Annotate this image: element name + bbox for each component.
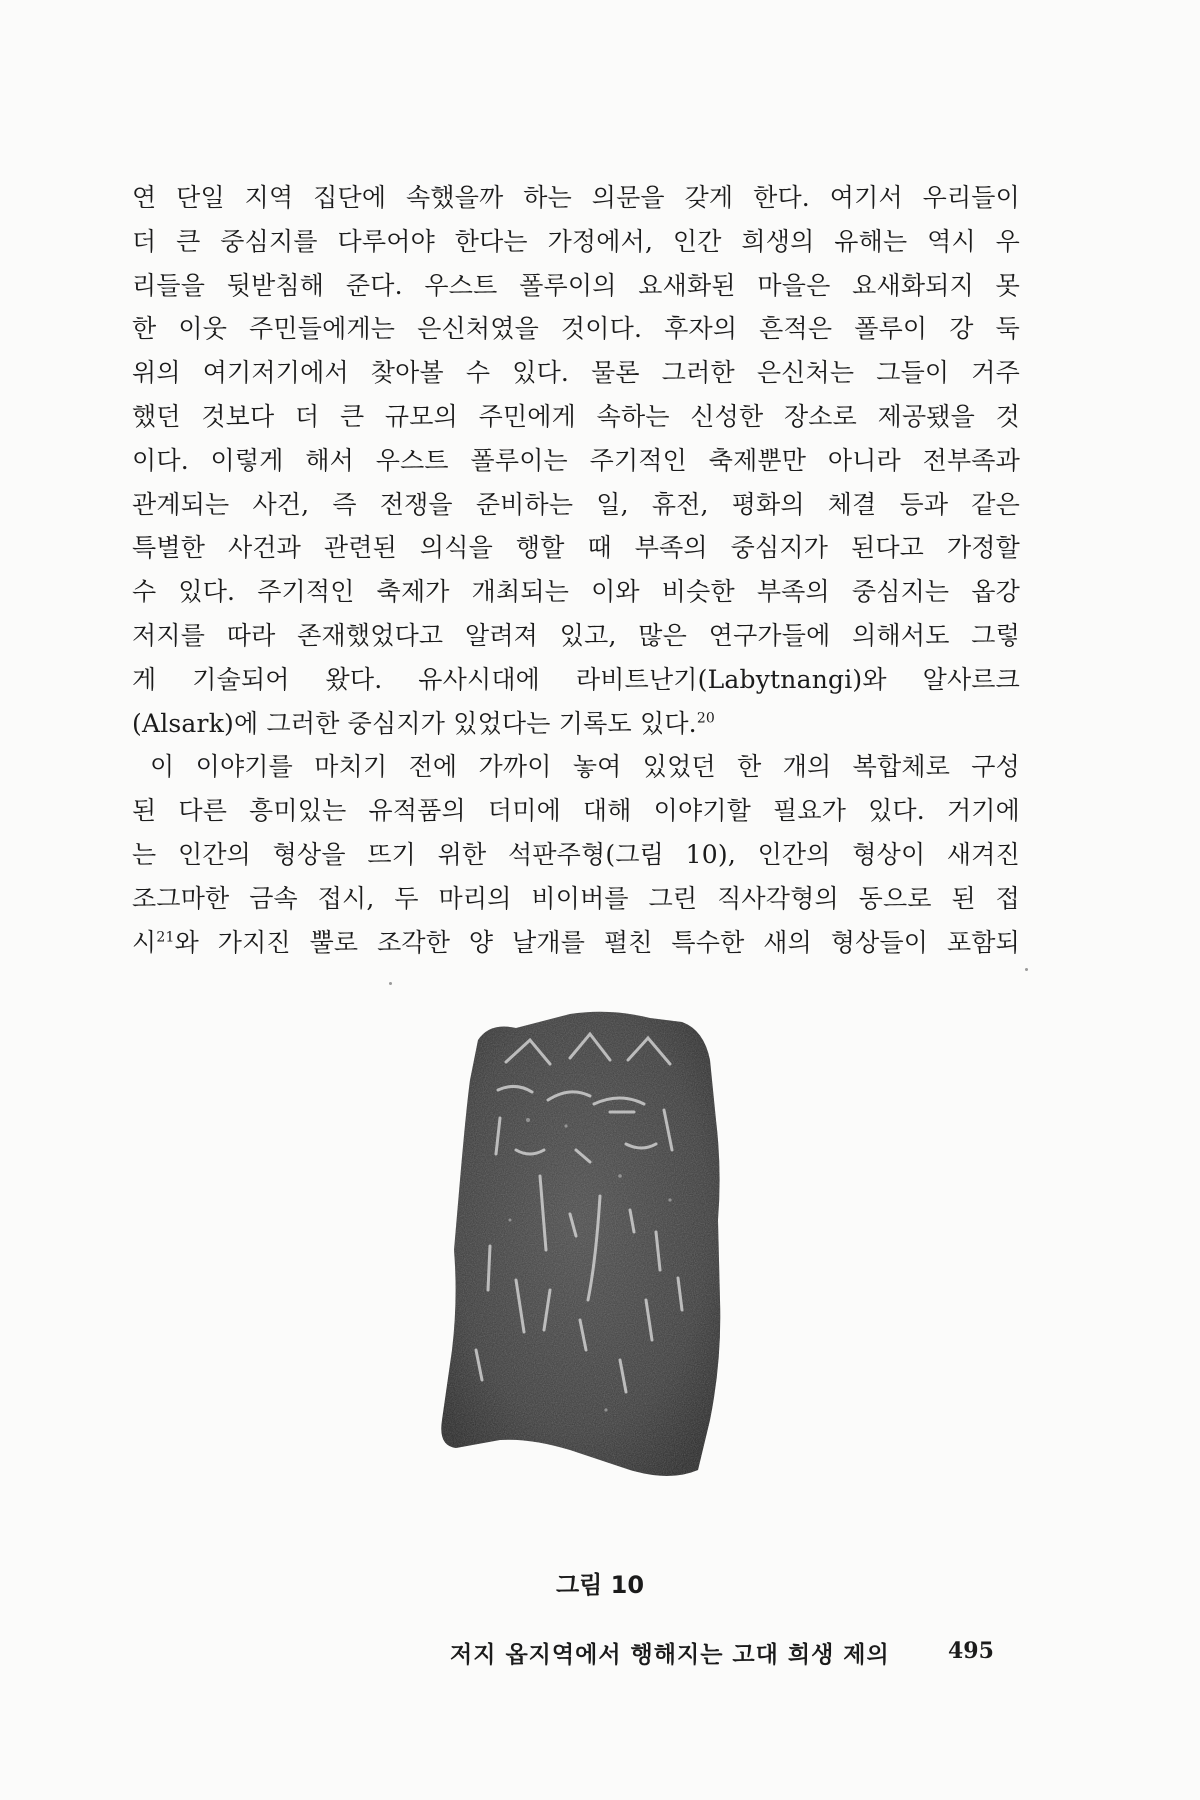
text-line: 이다. 이렇게 해서 우스트 폴루이는 주기적인 축제뿐만 아니라 전부족과: [132, 445, 1020, 475]
text-line: 수 있다. 주기적인 축제가 개최되는 이와 비슷한 부족의 중심지는 옵강: [132, 577, 1020, 607]
text-line: 는 인간의 형상을 뜨기 위한 석판주형(그림 10), 인간의 형상이 새겨진: [132, 839, 1020, 869]
text-line: 연 단일 지역 집단에 속했을까 하는 의문을 갖게 한다. 여기서 우리들이: [132, 183, 1020, 212]
print-speck: [389, 982, 392, 985]
text-line: 리들을 뒷받침해 준다. 우스트 폴루이의 요새화된 마을은 요새화되지 못: [132, 270, 1020, 300]
text-line: 관계되는 사건, 즉 전쟁을 준비하는 일, 휴전, 평화의 체결 등과 같은: [132, 489, 1020, 519]
text-line: 더 큰 중심지를 다루어야 한다는 가정에서, 인간 희생의 유해는 역시 우: [132, 226, 1020, 256]
text-line-content: (Alsark)에 그러한 중심지가 있었다는 기록도 있다.: [132, 708, 697, 738]
text-line: 특별한 사건과 관련된 의식을 행할 때 부족의 중심지가 된다고 가정할: [132, 533, 1020, 563]
footnote-ref-21[interactable]: 21: [156, 929, 175, 946]
text-line: [132, 921, 1020, 965]
text-line: 조그마한 금속 접시, 두 마리의 비이버를 그린 직사각형의 동으로 된 접: [132, 883, 1020, 913]
body-text: [132, 176, 1020, 964]
stone-mould-photo: [420, 1000, 760, 1500]
text-line: 된 다른 흥미있는 유적품의 더미에 대해 이야기할 필요가 있다. 거기에: [132, 796, 1020, 826]
page-number: 495: [948, 1638, 994, 1664]
text-line: 한 이웃 주민들에게는 은신처였을 것이다. 후자의 흔적은 폴루이 강 둑: [132, 314, 1020, 344]
text-line: 위의 여기저기에서 찾아볼 수 있다. 물론 그러한 은신처는 그들이 거주: [132, 358, 1020, 388]
text-line-start: 시: [132, 927, 157, 957]
text-line: 이 이야기를 마치기 전에 가까이 놓여 있었던 한 개의 복합체로 구성: [150, 752, 1020, 782]
text-line: 게 기술되어 왔다. 유사시대에 라비트난기(Labytnangi)와 알사르크: [132, 664, 1020, 694]
text-line-rest: 와 가지진 뿔로 조각한 양 날개를 펼친 특수한 새의 형상들이 포함되: [174, 927, 1020, 957]
footnote-ref-20[interactable]: 20: [696, 710, 716, 727]
print-speck: [1025, 968, 1028, 971]
figure-caption: 그림 10: [555, 1571, 645, 1599]
text-line: 저지를 따라 존재했었다고 알려져 있고, 많은 연구가들에 의해서도 그렇: [132, 620, 1020, 650]
running-footer-title: 저지 옵지역에서 행해지는 고대 희생 제의: [450, 1641, 890, 1668]
text-line: [132, 702, 1020, 746]
text-line: 했던 것보다 더 큰 규모의 주민에게 속하는 신성한 장소로 제공됐을 것: [132, 401, 1020, 431]
